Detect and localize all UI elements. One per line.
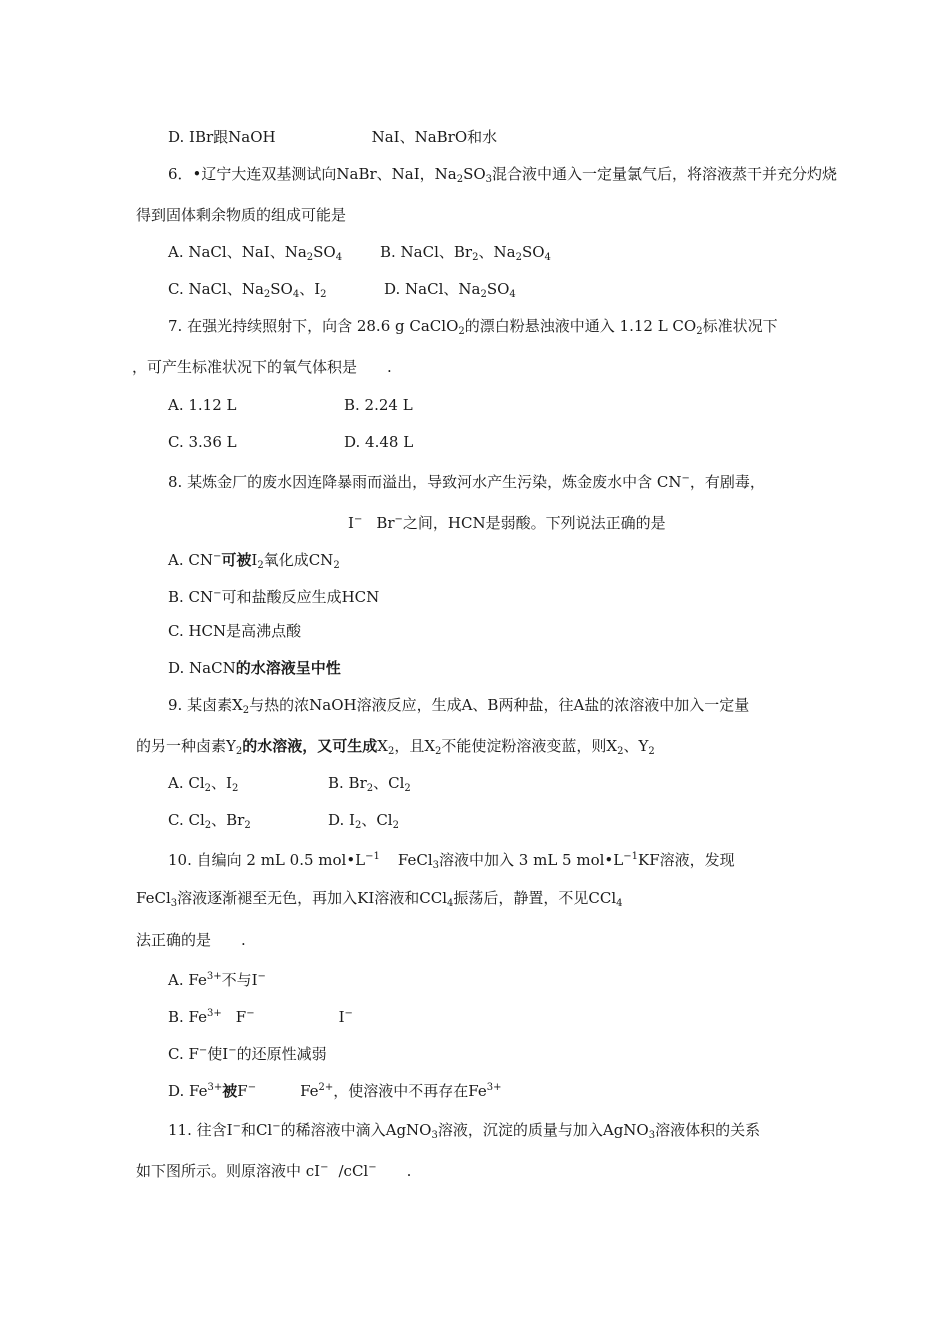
question-9-continued: 的另一种卤素$Y_2$的水溶液，又可生成$X_2$，且$X_2$不能使淀粉溶液变蓝，则$X_2$、$Y_2$ <box>136 737 655 757</box>
option-d: D. NaCl、$Na_2SO_4$ <box>384 280 516 300</box>
question-number: 6． <box>168 165 193 183</box>
option-b: B. 2.24 L <box>344 396 413 414</box>
question-text: 8. 某炼金厂的废水因连降暴雨而溢出，导致河水产生污染，炼金废水中含 CN <box>168 473 682 491</box>
option-b: B. $Fe^{3+}$ F− I− <box>168 1008 353 1026</box>
option-a: A. 1.12 L <box>168 396 237 414</box>
question-7-continued: ，可产生标准状况下的氧气体积是 . <box>132 358 392 376</box>
option-text: D. IBr跟NaOH <box>168 128 276 146</box>
question-text: 9. 某卤素X <box>168 696 243 714</box>
option-d: D. $Fe^{3+}$被F− $Fe^{2+}$，使溶液中不再存在$Fe^{3+}$ <box>168 1082 502 1100</box>
option-c: C. HCN是高沸点酸 <box>168 622 302 640</box>
option-c: C. NaCl、$Na_2SO_4$、$I_2$ <box>168 280 327 300</box>
option-d: D. $I_2$、$Cl_2$ <box>328 811 399 831</box>
option-text: NaI、NaBrO和水 <box>371 128 498 146</box>
option-a: A. CN−可被$I_2$氧化成$CN_2$ <box>168 551 340 571</box>
question-8-continued: I− Br−之间，HCN是弱酸。下列说法正确的是 <box>348 514 666 532</box>
question-11-continued: 如下图所示。则原溶液中 cI− /cCl− . <box>136 1162 412 1180</box>
question-text: 7. 在强光持续照射下，向含 28.6 g CaClO <box>168 317 459 335</box>
question-text: 10. 自编向 2 mL 0.5 mol•L <box>168 851 366 869</box>
question-text: 11. 往含I <box>168 1121 233 1139</box>
question-6: 6．•辽宁大连双基测试向NaBr、NaI，$Na_2SO_3$混合液中通入一定量氯气后，将溶液蒸干并充分灼烧 <box>168 165 838 185</box>
option-a: A. $Cl_2$、$I_2$ <box>168 774 239 794</box>
question-10: 10. 自编向 2 mL 0.5 $mol•L^{-1}$ FeCl$_3$溶液中加入 3 mL 5 $mol•L^{-1}KF$溶液，发现 <box>168 851 735 871</box>
question-7: 7. 在强光持续照射下，向含 28.6 g CaClO$_2$的漂白粉悬浊液中通入 1.12 L $CO_2$标准状况下 <box>168 317 778 337</box>
option-c: C. F−使I−的还原性减弱 <box>168 1045 327 1063</box>
question-6-continued: 得到固体剩余物质的组成可能是 <box>136 206 347 224</box>
question-10-continued: FeCl$_3$溶液逐渐褪至无色，再加入KI溶液和CCl$_4$振荡后，静置，不见CCl$_4$ <box>136 889 623 909</box>
option-a: A. NaCl、NaI、$Na_2SO_4$ <box>168 243 343 263</box>
option-c: C. 3.36 L <box>168 433 237 451</box>
option-d: D. NaCN的水溶液呈中性 <box>168 659 341 677</box>
option-c: C. $Cl_2$、$Br_2$ <box>168 811 251 831</box>
option-d: D. 4.48 L <box>344 433 414 451</box>
option-b: B. $Br_2$、$Cl_2$ <box>328 774 411 794</box>
option-b: B. CN−可和盐酸反应生成HCN <box>168 588 380 606</box>
option-a: A. $Fe^{3+}$不与I− <box>168 971 266 989</box>
question-11: 11. 往含I−和Cl−的稀溶液中滴入AgNO$_3$溶液，沉淀的质量与加入AgNO$_3$溶液体积的关系 <box>168 1121 761 1141</box>
question-8: 8. 某炼金厂的废水因连降暴雨而溢出，导致河水产生污染，炼金废水中含 CN−，有剧毒， <box>168 473 765 491</box>
question-text: •辽宁大连双基测试向NaBr、NaI，Na <box>192 165 457 183</box>
option-line <box>168 127 497 147</box>
question-10-continued-2: 法正确的是 . <box>136 931 246 949</box>
option-b: B. NaCl、$Br_2$、$Na_2SO_4$ <box>380 243 551 263</box>
question-9: 9. 某卤素$X_2$与热的浓NaOH溶液反应，生成A、B两种盐，往A盐的浓溶液中加入一定量 <box>168 696 750 716</box>
